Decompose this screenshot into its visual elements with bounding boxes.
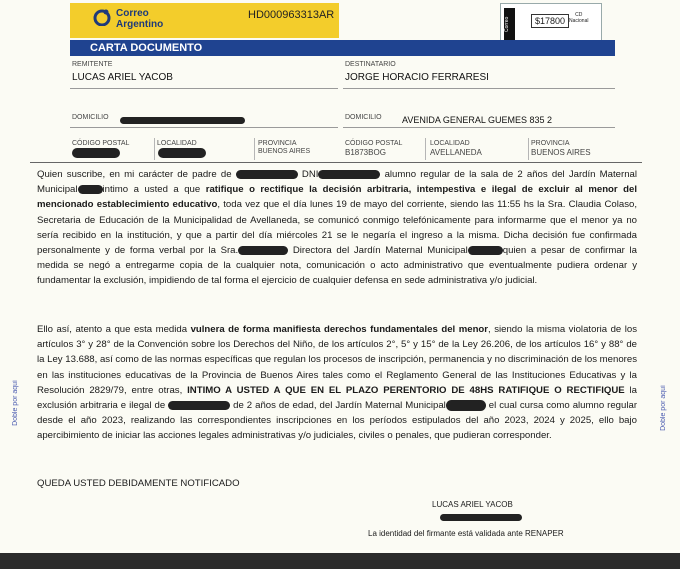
signature-name: LUCAS ARIEL YACOB [432,500,513,509]
redaction [72,148,120,158]
redaction [120,117,245,124]
recipient-domicilio-label: DOMICILIO [345,114,382,121]
logo-line-2: Argentino [116,19,164,30]
closing-statement: QUEDA USTED DEBIDAMENTE NOTIFICADO [37,478,240,489]
recipient-localidad: AVELLANEDA [430,148,482,157]
letter-paragraph-1: Quien suscribe, en mi carácter de padre de DNI alumno regular de la sala de 2 años del Jardín Maternal Municipal intimo a usted a que ratifique o rectifique la decisión arbitraria, intempestiva e ilegal de excluir al menor del mencionado establecimiento educativo, toda vez que el día lunes 19 de mayo del corriente, siendo las 11:55 hs la Sra. Claudia Colaso, Secretaria de Educación de la Municipalidad de Avellaneda, se comunicó conmigo telefónicamente para informarme que el menor ya no sería recibido en la institución, y que a partir del día miércoles 21 se le negaría el ingreso a la misma. Dicha decisión fue confirmada personalmente y de forma verbal por la Sra. Directora del Jardín Maternal Municipal quien a pesar de confirmar la medida se negó a entregarme copia de la cualquier nota, comunicación o acto administrativo que eventualmente pudiera ordenar y fundamentar la exclusión, impidiendo de tal forma el ejercicio de cualquier defensa en sede administrativa y/o judicial. [37,169,637,287]
sender-label: REMITENTE [72,61,113,68]
fold-label-right: Doble por aquí [660,385,667,431]
bottom-shadow [0,553,680,569]
recipient-name: JORGE HORACIO FERRARESI [345,72,489,83]
recipient-localidad-label: LOCALIDAD [430,140,470,147]
sender-cp-label: CÓDIGO POSTAL [72,140,130,147]
divider [254,138,255,160]
recipient-provincia: BUENOS AIRES [531,148,591,157]
stamp-service [569,12,588,24]
document-title: CARTA DOCUMENTO [90,42,203,54]
sender-provincia: BUENOS AIRES [258,148,311,155]
fold-label-left: Doble por aquí [12,380,19,426]
divider [154,138,155,160]
letter-paragraph-2: Ello así, atento a que esta medida vulnera de forma manifiesta derechos fundamentales del menor, siendo la misma violatoria de los artículos 3° y 28° de la Convención sobre los Derechos del Niño, de los artículos 2°, 5° y 15° de la Ley 26.206, de los artículos 16° y 88° de la Ley 13.688, así como de las normas específicas que regulan los procesos de inscripción, permanencia y no discriminación de los menores en las instituciones educativas de la Provincia de Buenos Aires tales como el Reglamento General de las Instituciones Educativas y la Resolución 2829/79, entre otras, INTIMO A USTED A QUE EN EL PLAZO PERENTORIO DE 48HS RATIFIQUE O RECTIFIQUE la exclusión arbitraria e ilegal de de 2 años de edad, del Jardín Maternal Municipal el cual cursa como alumno regular desde el año 2023, realizando las correspondientes inscripciones en los períodos estipulados del año 2023, 2024 y 2025, ello bajo apercibimiento de iniciar las acciones legales administrativas y/o judiciales, civiles o penales, que pudieran corresponder. [37,324,638,442]
stamp-nacional: Nacional [569,18,589,24]
divider [343,88,615,89]
postage-stamp [500,3,602,45]
divider [425,138,426,160]
correo-logo-text [116,8,163,30]
correo-logo-icon [93,8,111,26]
recipient-domicilio: AVENIDA GENERAL GUEMES 835 2 [402,115,553,125]
stamp-brand: Correo [504,8,515,40]
recipient-label: DESTINATARIO [345,61,396,68]
signature-note: La identidad del firmante está validada ante RENAPER [368,529,564,538]
sender-domicilio-label: DOMICILIO [72,114,109,121]
divider [528,138,529,160]
stamp-price: $17800 [531,14,569,28]
body-top-border [30,162,642,163]
recipient-cp-label: CÓDIGO POSTAL [345,140,403,147]
sender-localidad-label: LOCALIDAD [157,140,197,147]
recipient-provincia-label: PROVINCIA [531,140,570,147]
signature-redaction [440,514,522,521]
tracking-number: HD000963313AR [248,9,335,21]
divider [70,88,338,89]
divider [343,127,615,128]
recipient-cp: B1873BOG [345,148,386,157]
logo-line-1: Correo [116,8,149,19]
sender-provincia-label: PROVINCIA [258,140,297,147]
redaction [158,148,206,158]
sender-name: LUCAS ARIEL YACOB [72,72,173,83]
divider [70,127,338,128]
stamp-cd: CD [575,12,583,18]
title-bar [70,40,615,56]
